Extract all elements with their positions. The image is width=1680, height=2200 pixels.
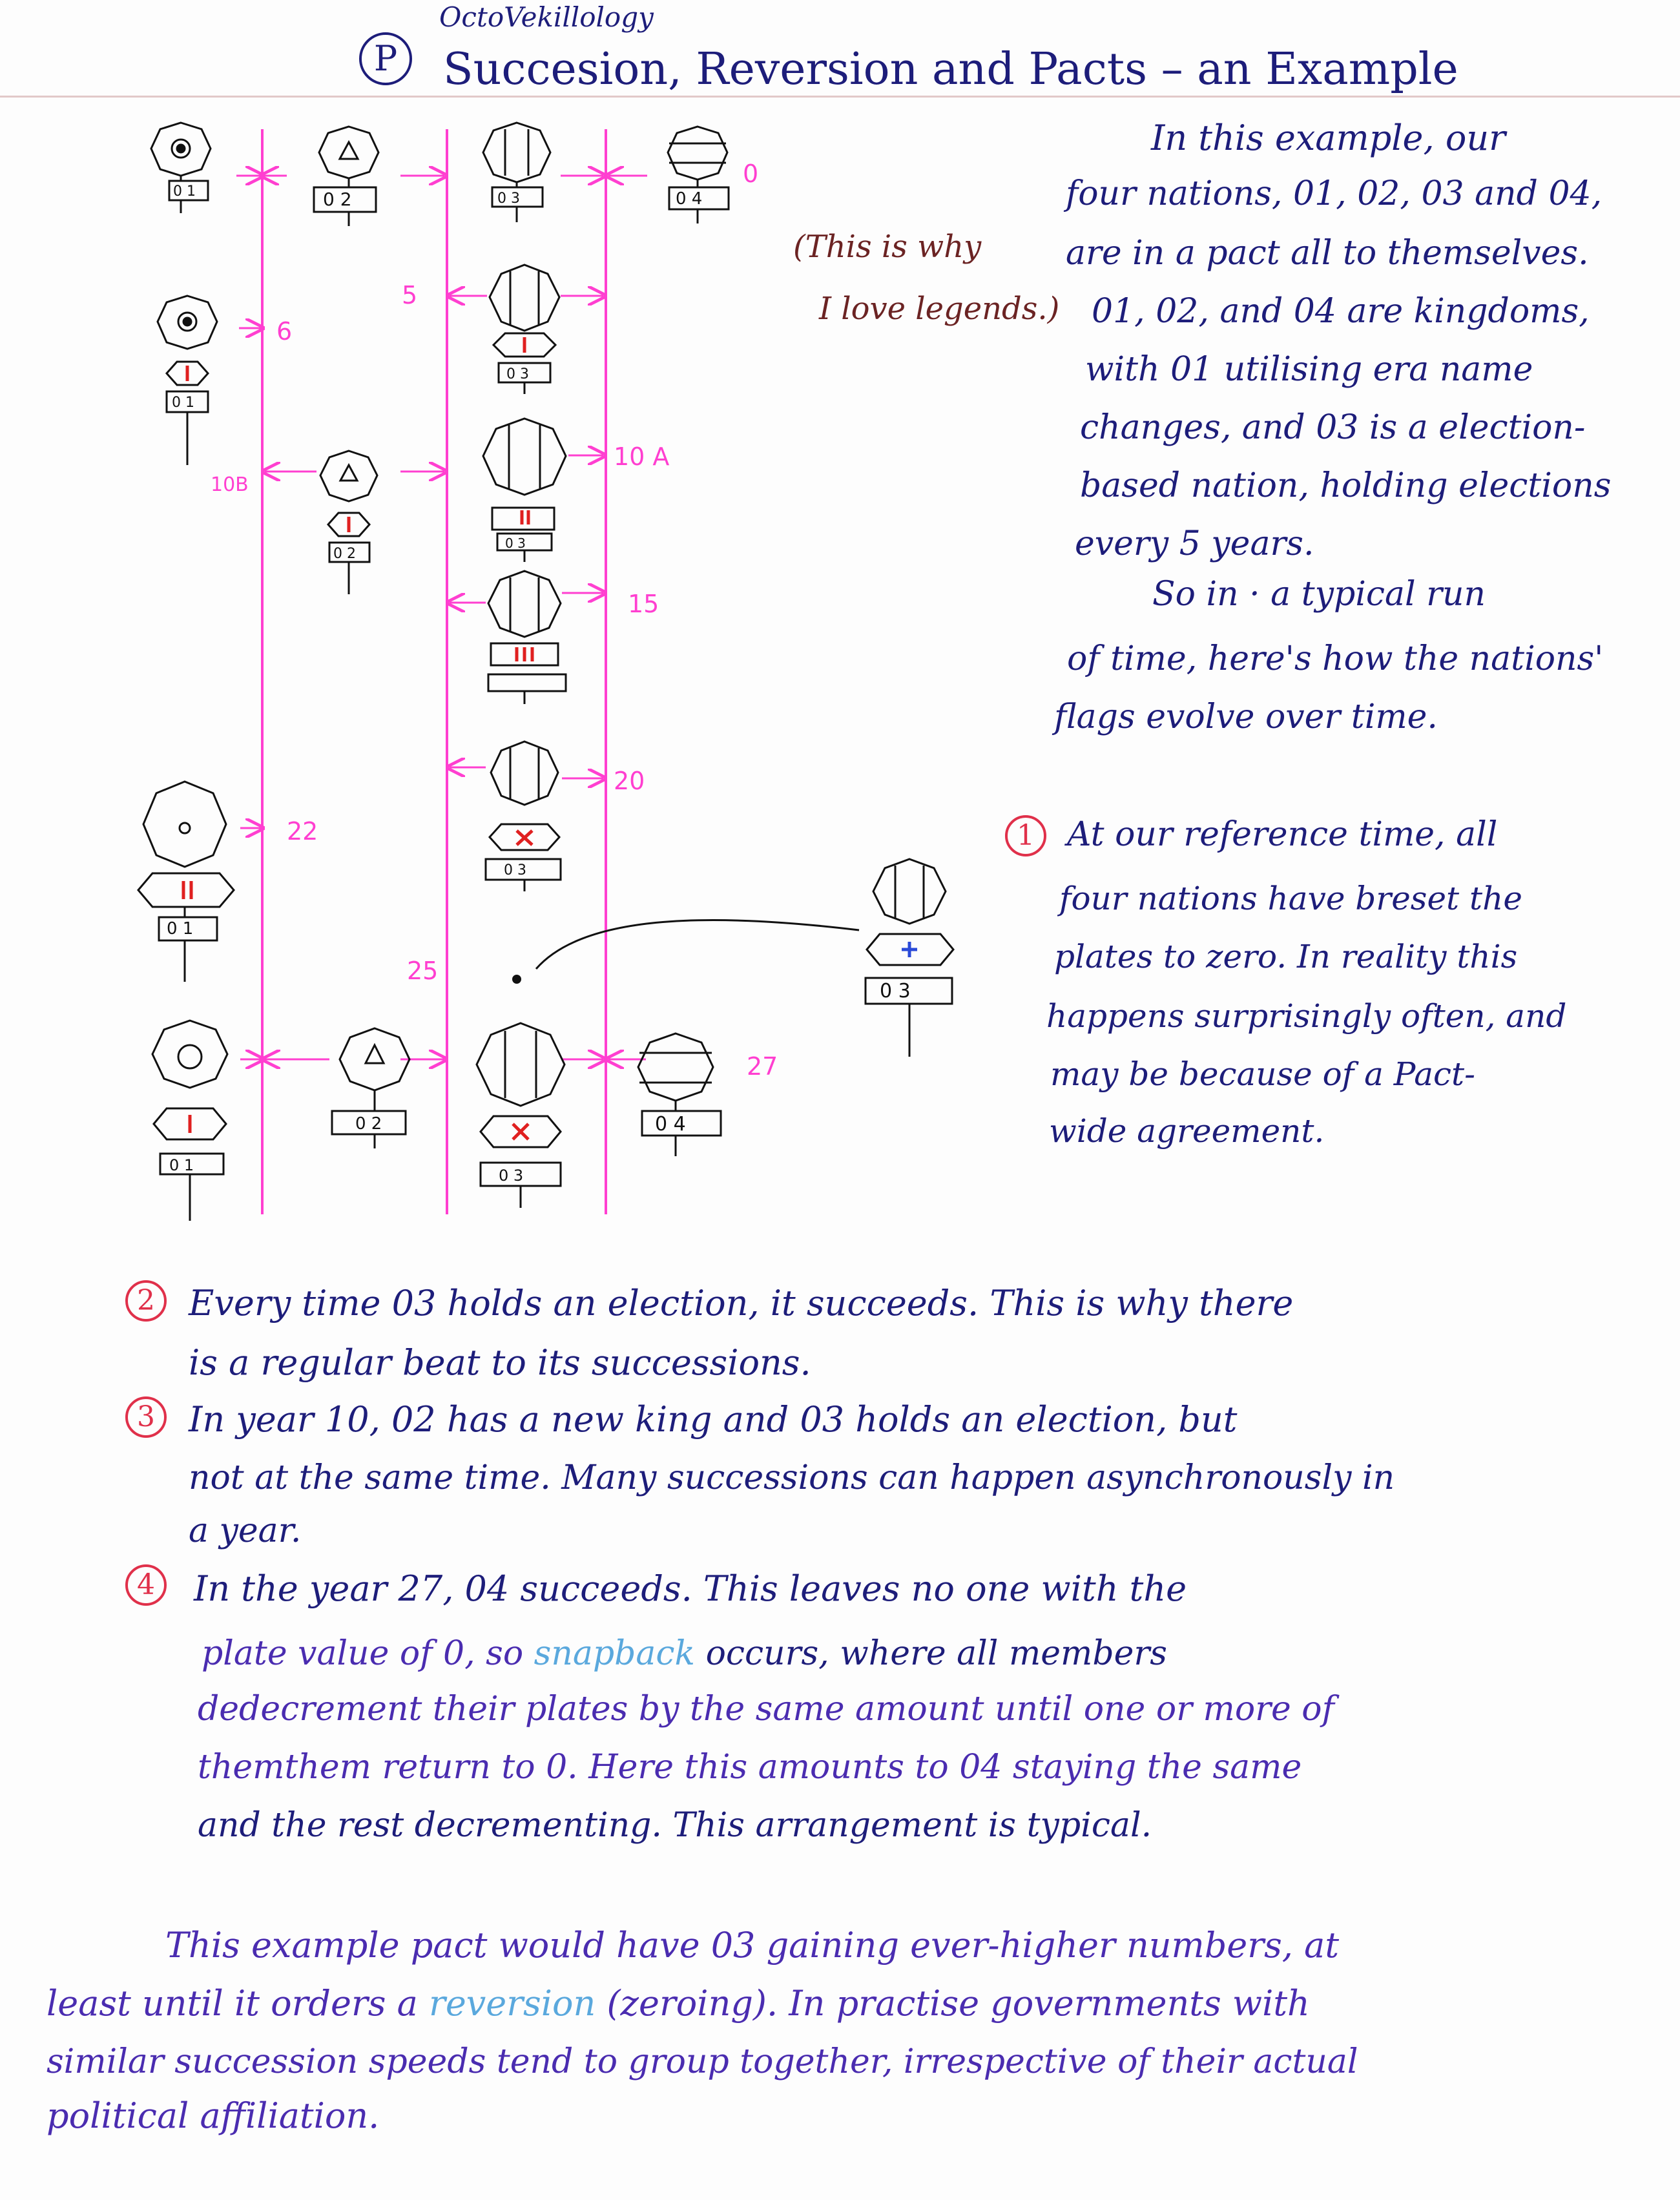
year-label: 27 bbox=[747, 1052, 778, 1081]
year-label: 0 bbox=[743, 160, 759, 188]
flag-03-year0 bbox=[483, 123, 550, 222]
intro-line: flags evolve over time. bbox=[1054, 698, 1438, 736]
aside-line: I love legends.) bbox=[819, 291, 1060, 327]
intro-line: based nation, holding elections bbox=[1080, 466, 1612, 505]
svg-text:0 3: 0 3 bbox=[506, 366, 529, 382]
subject-label: OctoVekillology bbox=[439, 1, 654, 33]
year-label: 22 bbox=[287, 817, 318, 846]
year-label: 6 bbox=[276, 317, 293, 346]
note-line: At our reference time, all bbox=[1067, 815, 1498, 854]
intro-line: changes, and 03 is a election- bbox=[1080, 408, 1586, 447]
header-circle-letter: P bbox=[359, 32, 412, 85]
flag-03-year25-detail bbox=[866, 859, 953, 1057]
svg-text:0 3: 0 3 bbox=[497, 191, 520, 207]
note-line: Every time 03 holds an election, it succeeds. This is why there bbox=[189, 1283, 1294, 1323]
note-line: a year. bbox=[189, 1511, 302, 1550]
note-line: may be because of a Pact- bbox=[1050, 1055, 1476, 1093]
intro-line: are in a pact all to themselves. bbox=[1066, 234, 1589, 273]
note-line: occurs, where all members bbox=[695, 1634, 1167, 1673]
intro-line: every 5 years. bbox=[1075, 524, 1314, 563]
svg-text:0 1: 0 1 bbox=[169, 1156, 194, 1174]
note-line: happens surprisingly often, and bbox=[1046, 997, 1567, 1035]
intro-line: So in · a typical run bbox=[1152, 575, 1486, 614]
snapback-term: snapback bbox=[534, 1634, 696, 1673]
svg-text:0 1: 0 1 bbox=[172, 395, 194, 411]
closing-line: least until it orders a bbox=[47, 1983, 429, 2024]
svg-text:0 4: 0 4 bbox=[676, 189, 703, 209]
note-line: four nations have breset the bbox=[1059, 880, 1522, 917]
svg-text:0 3: 0 3 bbox=[505, 535, 526, 551]
intro-line: four nations, 01, 02, 03 and 04, bbox=[1066, 174, 1602, 213]
intro-line: In this example, our bbox=[1151, 118, 1506, 158]
note-line: is a regular beat to its successions. bbox=[189, 1342, 811, 1383]
flag-03-year27 bbox=[477, 1023, 565, 1208]
year-label: 20 bbox=[614, 767, 645, 795]
note-line: themthem return to 0. Here this amounts to 04 staying the same bbox=[198, 1748, 1302, 1787]
flag-01-year22 bbox=[138, 782, 234, 982]
note-line: and the rest decrementing. This arrangement is typical. bbox=[198, 1806, 1152, 1845]
flag-02-year27 bbox=[332, 1028, 410, 1148]
flag-01-year27 bbox=[152, 1021, 227, 1221]
closing-line: similar succession speeds tend to group together, irrespective of their actual bbox=[47, 2042, 1358, 2081]
change-arrows bbox=[236, 176, 647, 1059]
flag-01-year6 bbox=[158, 296, 217, 465]
closing-line: political affiliation. bbox=[47, 2095, 380, 2136]
svg-text:0 1: 0 1 bbox=[173, 183, 196, 200]
flag-01-year0 bbox=[151, 123, 211, 213]
svg-text:0 2: 0 2 bbox=[333, 546, 356, 562]
note-number: 3 bbox=[125, 1396, 167, 1438]
flag-03-year20 bbox=[486, 742, 561, 891]
flag-03-year5 bbox=[490, 265, 559, 394]
flag-04-year0 bbox=[668, 127, 729, 223]
intro-line: 01, 02, and 04 are kingdoms, bbox=[1092, 292, 1590, 331]
note-line: plates to zero. In reality this bbox=[1054, 938, 1518, 975]
note-line: In year 10, 02 has a new king and 03 holds an election, but bbox=[189, 1399, 1238, 1440]
note-number: 4 bbox=[125, 1564, 167, 1606]
year-25-dot bbox=[512, 975, 521, 984]
flag-02-year0 bbox=[314, 127, 379, 226]
svg-text:0 3: 0 3 bbox=[880, 980, 911, 1002]
year-label: 25 bbox=[407, 957, 439, 985]
aside-line: (This is why bbox=[793, 229, 982, 265]
year-label: 10B bbox=[211, 473, 249, 496]
flag-03-year10a bbox=[483, 419, 566, 562]
connector-curve bbox=[536, 920, 859, 969]
year-label: 15 bbox=[628, 590, 659, 618]
svg-text:0 4: 0 4 bbox=[655, 1113, 686, 1136]
note-line: dedecrement their plates by the same amount until one or more of bbox=[198, 1690, 1334, 1728]
svg-text:0 2: 0 2 bbox=[355, 1114, 382, 1134]
svg-text:0 1: 0 1 bbox=[167, 919, 194, 939]
note-line: plate value of 0, so bbox=[202, 1634, 534, 1673]
note-number: 1 bbox=[1005, 815, 1046, 856]
year-label: 10 A bbox=[614, 442, 670, 471]
svg-text:0 3: 0 3 bbox=[504, 862, 526, 878]
svg-text:0 3: 0 3 bbox=[499, 1167, 524, 1185]
reversion-term: reversion bbox=[429, 1983, 596, 2024]
note-line: In the year 27, 04 succeeds. This leaves no one with the bbox=[194, 1568, 1187, 1609]
intro-line: with 01 utilising era name bbox=[1085, 350, 1533, 389]
flag-03-year15 bbox=[488, 571, 566, 704]
flag-02-year10b bbox=[320, 451, 377, 594]
note-line: not at the same time. Many successions can happen asynchronously in bbox=[189, 1458, 1395, 1497]
page-title: Succesion, Reversion and Pacts – an Example bbox=[443, 44, 1458, 95]
year-label: 5 bbox=[402, 281, 418, 309]
note-line: wide agreement. bbox=[1049, 1112, 1325, 1150]
closing-line: This example pact would have 03 gaining ever-higher numbers, at bbox=[165, 1925, 1340, 1966]
intro-line: of time, here's how the nations' bbox=[1067, 639, 1604, 678]
svg-text:0 2: 0 2 bbox=[323, 189, 352, 210]
note-number: 2 bbox=[125, 1280, 167, 1322]
pact-timeline-lines bbox=[262, 129, 606, 1214]
flag-04-year27 bbox=[638, 1033, 721, 1156]
closing-line: (zeroing). In practise governments with bbox=[596, 1983, 1310, 2024]
